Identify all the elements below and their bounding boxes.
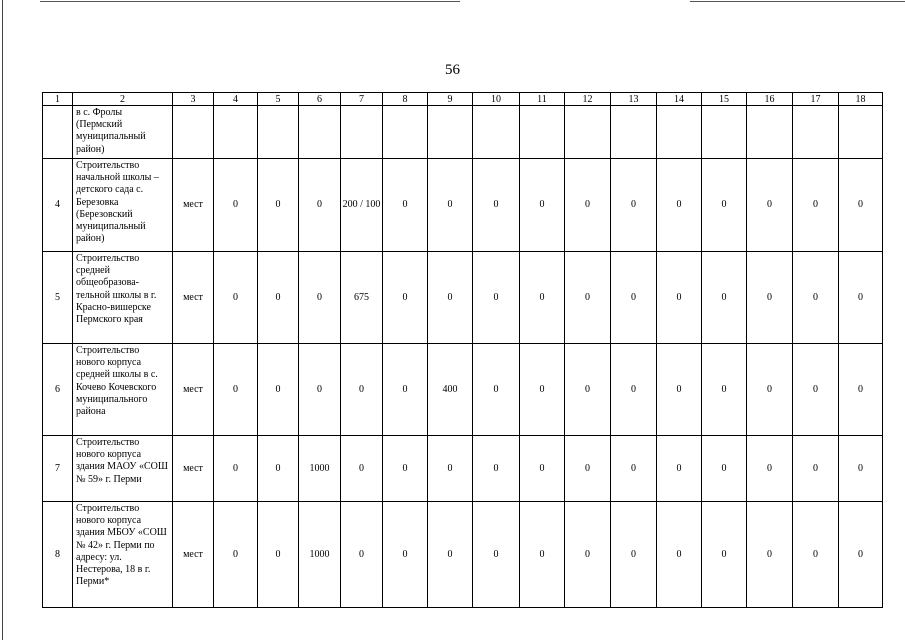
value-cell-col-7: 0 — [341, 436, 383, 502]
value-cell-col-5: 0 — [258, 159, 299, 252]
value-cell-col-11 — [520, 106, 565, 159]
header-cell-9: 9 — [428, 93, 473, 106]
object-name: Строительство начальной школы – детского сада с. Березовка (Березовский муниципальный район) — [73, 159, 173, 252]
value-cell-col-15: 0 — [702, 159, 747, 252]
header-cell-17: 17 — [793, 93, 839, 106]
value-cell-col-12: 0 — [565, 252, 611, 344]
table-row — [43, 436, 883, 502]
value-cell-col-10: 0 — [473, 252, 520, 344]
value-cell-col-5: 0 — [258, 436, 299, 502]
value-cell-col-6 — [299, 106, 341, 159]
value-cell-col-7: 200 / 100 — [341, 159, 383, 252]
object-name: Строительство нового корпуса здания МБОУ «СОШ № 42» г. Перми по адресу: ул. Нестерова, 18 в г. Перми* — [73, 502, 173, 608]
table-row — [43, 252, 883, 344]
object-name: Строительство нового корпуса здания МАОУ «СОШ № 59» г. Перми — [73, 436, 173, 502]
table-row — [43, 344, 883, 436]
value-cell-col-16: 0 — [747, 252, 793, 344]
header-cell-12: 12 — [565, 93, 611, 106]
value-cell-col-9: 0 — [428, 159, 473, 252]
value-cell-col-7 — [341, 106, 383, 159]
value-cell-col-5 — [258, 106, 299, 159]
header-cell-1: 1 — [43, 93, 73, 106]
value-cell-col-8: 0 — [383, 159, 428, 252]
value-cell-col-14: 0 — [657, 502, 702, 608]
value-cell-col-7: 675 — [341, 252, 383, 344]
value-cell-col-8: 0 — [383, 502, 428, 608]
value-cell-col-10: 0 — [473, 502, 520, 608]
scan-edge-top — [40, 1, 460, 2]
row-number: 8 — [43, 502, 73, 608]
value-cell-col-18: 0 — [839, 502, 883, 608]
value-cell-col-13: 0 — [611, 159, 657, 252]
value-cell-col-14: 0 — [657, 159, 702, 252]
value-cell-col-10: 0 — [473, 159, 520, 252]
value-cell-col-8: 0 — [383, 344, 428, 436]
value-cell-col-16: 0 — [747, 436, 793, 502]
value-cell-col-9: 0 — [428, 436, 473, 502]
value-cell-col-11: 0 — [520, 159, 565, 252]
value-cell-col-12: 0 — [565, 502, 611, 608]
value-cell-col-16: 0 — [747, 344, 793, 436]
header-cell-4: 4 — [214, 93, 258, 106]
value-cell-col-11: 0 — [520, 252, 565, 344]
value-cell-col-6: 0 — [299, 252, 341, 344]
header-cell-3: 3 — [173, 93, 214, 106]
header-cell-10: 10 — [473, 93, 520, 106]
value-cell-col-16 — [747, 106, 793, 159]
header-cell-5: 5 — [258, 93, 299, 106]
header-cell-2: 2 — [73, 93, 173, 106]
value-cell-col-15: 0 — [702, 502, 747, 608]
value-cell-col-14: 0 — [657, 252, 702, 344]
value-cell-col-4 — [214, 106, 258, 159]
value-cell-col-18: 0 — [839, 436, 883, 502]
value-cell-col-18: 0 — [839, 252, 883, 344]
value-cell-col-5: 0 — [258, 252, 299, 344]
value-cell-col-7: 0 — [341, 344, 383, 436]
value-cell-col-10 — [473, 106, 520, 159]
unit-cell: мест — [173, 159, 214, 252]
value-cell-col-9: 0 — [428, 502, 473, 608]
table-row — [43, 502, 883, 608]
value-cell-col-6: 0 — [299, 159, 341, 252]
value-cell-col-18 — [839, 106, 883, 159]
value-cell-col-13: 0 — [611, 436, 657, 502]
value-cell-col-18: 0 — [839, 344, 883, 436]
value-cell-col-9: 0 — [428, 252, 473, 344]
value-cell-col-11: 0 — [520, 436, 565, 502]
value-cell-col-16: 0 — [747, 159, 793, 252]
value-cell-col-6: 0 — [299, 344, 341, 436]
value-cell-col-12 — [565, 106, 611, 159]
row-number — [43, 106, 73, 159]
value-cell-col-18: 0 — [839, 159, 883, 252]
unit-cell — [173, 106, 214, 159]
value-cell-col-17: 0 — [793, 502, 839, 608]
value-cell-col-5: 0 — [258, 502, 299, 608]
value-cell-col-4: 0 — [214, 502, 258, 608]
value-cell-col-11: 0 — [520, 344, 565, 436]
header-cell-7: 7 — [341, 93, 383, 106]
value-cell-col-13: 0 — [611, 344, 657, 436]
header-row — [43, 93, 883, 106]
value-cell-col-15: 0 — [702, 252, 747, 344]
value-cell-col-12: 0 — [565, 159, 611, 252]
value-cell-col-10: 0 — [473, 344, 520, 436]
value-cell-col-17: 0 — [793, 436, 839, 502]
header-cell-8: 8 — [383, 93, 428, 106]
header-cell-14: 14 — [657, 93, 702, 106]
row-number: 6 — [43, 344, 73, 436]
unit-cell: мест — [173, 252, 214, 344]
header-cell-16: 16 — [747, 93, 793, 106]
object-name: в с. Фролы (Пермский муниципальный район) — [73, 106, 173, 159]
value-cell-col-16: 0 — [747, 502, 793, 608]
header-cell-13: 13 — [611, 93, 657, 106]
unit-cell: мест — [173, 436, 214, 502]
value-cell-col-17: 0 — [793, 344, 839, 436]
value-cell-col-4: 0 — [214, 159, 258, 252]
value-cell-col-11: 0 — [520, 502, 565, 608]
header-cell-18: 18 — [839, 93, 883, 106]
value-cell-col-17: 0 — [793, 159, 839, 252]
value-cell-col-6: 1000 — [299, 502, 341, 608]
scan-edge-top-right — [690, 1, 905, 2]
data-table — [42, 92, 883, 608]
value-cell-col-12: 0 — [565, 344, 611, 436]
value-cell-col-7: 0 — [341, 502, 383, 608]
value-cell-col-4: 0 — [214, 344, 258, 436]
value-cell-col-8 — [383, 106, 428, 159]
header-cell-15: 15 — [702, 93, 747, 106]
value-cell-col-10: 0 — [473, 436, 520, 502]
value-cell-col-13: 0 — [611, 502, 657, 608]
value-cell-col-5: 0 — [258, 344, 299, 436]
object-name: Строительство нового корпуса средней школы в с. Кочево Кочевского муниципального района — [73, 344, 173, 436]
value-cell-col-8: 0 — [383, 436, 428, 502]
scan-edge-left — [2, 0, 3, 640]
row-number: 4 — [43, 159, 73, 252]
value-cell-col-14: 0 — [657, 436, 702, 502]
header-cell-11: 11 — [520, 93, 565, 106]
value-cell-col-15: 0 — [702, 436, 747, 502]
unit-cell: мест — [173, 502, 214, 608]
value-cell-col-4: 0 — [214, 436, 258, 502]
table-row — [43, 106, 883, 159]
value-cell-col-17: 0 — [793, 252, 839, 344]
value-cell-col-8: 0 — [383, 252, 428, 344]
row-number: 5 — [43, 252, 73, 344]
unit-cell: мест — [173, 344, 214, 436]
value-cell-col-4: 0 — [214, 252, 258, 344]
value-cell-col-15 — [702, 106, 747, 159]
value-cell-col-14 — [657, 106, 702, 159]
value-cell-col-13 — [611, 106, 657, 159]
value-cell-col-13: 0 — [611, 252, 657, 344]
value-cell-col-14: 0 — [657, 344, 702, 436]
value-cell-col-9 — [428, 106, 473, 159]
value-cell-col-15: 0 — [702, 344, 747, 436]
value-cell-col-9: 400 — [428, 344, 473, 436]
table-row — [43, 159, 883, 252]
value-cell-col-12: 0 — [565, 436, 611, 502]
header-cell-6: 6 — [299, 93, 341, 106]
page-number: 56 — [445, 62, 460, 78]
row-number: 7 — [43, 436, 73, 502]
object-name: Строительство средней общеобразова-тельной школы в г. Красно-вишерске Пермского края — [73, 252, 173, 344]
value-cell-col-6: 1000 — [299, 436, 341, 502]
value-cell-col-17 — [793, 106, 839, 159]
